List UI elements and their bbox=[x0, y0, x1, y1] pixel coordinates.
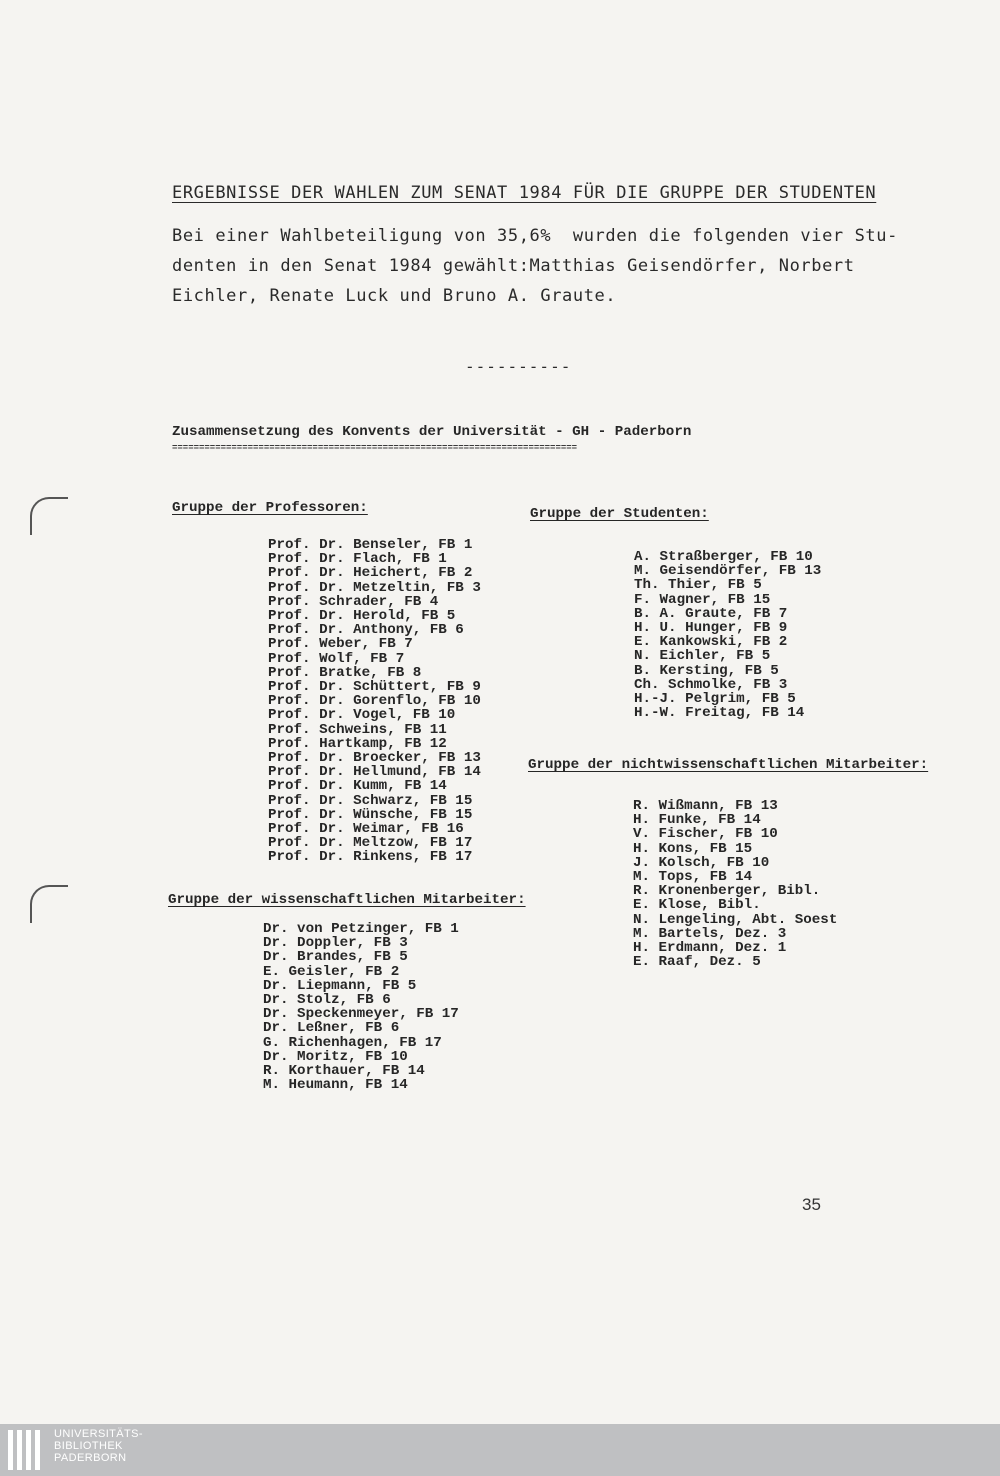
konvent-title-underline: =========================================================================== bbox=[172, 443, 578, 453]
list-item: B. Kersting, FB 5 bbox=[634, 662, 779, 679]
list-item: E. Raaf, Dez. 5 bbox=[633, 954, 761, 971]
list-item: H. Erdmann, Dez. 1 bbox=[633, 940, 787, 957]
list-item: Prof. Dr. Schüttert, FB 9 bbox=[268, 679, 481, 696]
list-item: Dr. Stolz, FB 6 bbox=[263, 992, 391, 1009]
page-number: 35 bbox=[802, 1195, 821, 1214]
list-item: H. U. Hunger, FB 9 bbox=[634, 620, 788, 637]
list-item: G. Richenhagen, FB 17 bbox=[263, 1034, 442, 1051]
list-item: M. Geisendörfer, FB 13 bbox=[634, 563, 822, 580]
wiss-mitarbeiter-heading: Gruppe der wissenschaftlichen Mitarbeiter: bbox=[168, 892, 526, 908]
professoren-heading: Gruppe der Professoren: bbox=[172, 500, 368, 516]
list-item: Dr. Moritz, FB 10 bbox=[263, 1048, 408, 1065]
list-item: Prof. Schweins, FB 11 bbox=[268, 721, 447, 738]
list-item: B. A. Graute, FB 7 bbox=[634, 605, 788, 622]
list-item: Dr. von Petzinger, FB 1 bbox=[263, 921, 459, 937]
list-item: H.-J. Pelgrim, FB 5 bbox=[634, 691, 796, 708]
list-item: Prof. Dr. Rinkens, FB 17 bbox=[268, 849, 473, 866]
logo-line: BIBLIOTHEK bbox=[54, 1440, 123, 1452]
list-item: J. Kolsch, FB 10 bbox=[633, 854, 770, 871]
list-item: E. Geisler, FB 2 bbox=[263, 963, 400, 980]
paragraph-line-1: Bei einer Wahlbeteiligung von 35,6% wurden die folgenden vier Stu- bbox=[172, 226, 898, 246]
list-item: Dr. Doppler, FB 3 bbox=[263, 935, 408, 952]
list-item: Th. Thier, FB 5 bbox=[634, 577, 762, 594]
list-item: H. Kons, FB 15 bbox=[633, 840, 753, 857]
list-item: Ch. Schmolke, FB 3 bbox=[634, 676, 788, 693]
list-item: Dr. Leßner, FB 6 bbox=[263, 1020, 400, 1037]
list-item: N. Lengeling, Abt. Soest bbox=[633, 911, 838, 928]
library-logo-icon bbox=[8, 1430, 48, 1470]
list-item: Prof. Dr. Anthony, FB 6 bbox=[268, 622, 464, 639]
list-item: V. Fischer, FB 10 bbox=[633, 826, 778, 843]
nichtwiss-mitarbeiter-heading: Gruppe der nichtwissenschaftlichen Mitarbeiter: bbox=[528, 757, 929, 773]
library-footer-bar bbox=[0, 1424, 1000, 1476]
logo-line: PADERBORN bbox=[54, 1452, 127, 1464]
list-item: M. Bartels, Dez. 3 bbox=[633, 925, 787, 942]
punch-hole-mark bbox=[30, 497, 68, 535]
paragraph-line-3: Eichler, Renate Luck und Bruno A. Graute. bbox=[172, 286, 617, 306]
list-item: M. Heumann, FB 14 bbox=[263, 1077, 408, 1094]
list-item: R. Wißmann, FB 13 bbox=[633, 798, 778, 814]
list-item: Dr. Speckenmeyer, FB 17 bbox=[263, 1006, 459, 1023]
list-item: R. Kronenberger, Bibl. bbox=[633, 883, 821, 900]
list-item: A. Straßberger, FB 10 bbox=[634, 549, 813, 565]
nichtwiss-mitarbeiter-list bbox=[633, 799, 837, 969]
list-item: E. Klose, Bibl. bbox=[633, 897, 761, 914]
konvent-title: Zusammensetzung des Konvents der Universität - GH - Paderborn bbox=[172, 424, 692, 440]
list-item: Prof. Dr. Gorenflo, FB 10 bbox=[268, 693, 481, 710]
list-item: Prof. Dr. Heichert, FB 2 bbox=[268, 565, 473, 582]
list-item: Prof. Dr. Flach, FB 1 bbox=[268, 551, 447, 568]
list-item: Prof. Hartkamp, FB 12 bbox=[268, 735, 447, 752]
list-item: Prof. Dr. Metzeltin, FB 3 bbox=[268, 579, 481, 596]
logo-line: UNIVERSITÄTS- bbox=[54, 1428, 143, 1440]
list-item: Prof. Dr. Schwarz, FB 15 bbox=[268, 792, 473, 809]
punch-hole-mark bbox=[30, 885, 68, 923]
list-item: H.-W. Freitag, FB 14 bbox=[634, 705, 805, 722]
list-item: R. Korthauer, FB 14 bbox=[263, 1063, 425, 1080]
list-item: Prof. Bratke, FB 8 bbox=[268, 664, 422, 681]
election-results-title: ERGEBNISSE DER WAHLEN ZUM SENAT 1984 FÜR DIE GRUPPE DER STUDENTEN bbox=[172, 183, 877, 203]
list-item: Prof. Dr. Hellmund, FB 14 bbox=[268, 764, 481, 781]
list-item: Prof. Dr. Broecker, FB 13 bbox=[268, 750, 481, 767]
list-item: Prof. Dr. Wünsche, FB 15 bbox=[268, 806, 473, 823]
list-item: M. Tops, FB 14 bbox=[633, 869, 753, 886]
list-item: Prof. Schrader, FB 4 bbox=[268, 593, 439, 610]
list-item: Dr. Brandes, FB 5 bbox=[263, 949, 408, 966]
list-item: Prof. Weber, FB 7 bbox=[268, 636, 413, 653]
studenten-list bbox=[634, 550, 821, 720]
library-logo-text bbox=[54, 1428, 143, 1464]
list-item: Prof. Dr. Meltzow, FB 17 bbox=[268, 835, 473, 852]
professoren-list bbox=[268, 538, 481, 865]
list-item: E. Kankowski, FB 2 bbox=[634, 634, 788, 651]
studenten-heading: Gruppe der Studenten: bbox=[530, 506, 709, 522]
list-item: Prof. Dr. Kumm, FB 14 bbox=[268, 778, 447, 795]
list-item: Prof. Dr. Herold, FB 5 bbox=[268, 608, 456, 625]
list-item: F. Wagner, FB 15 bbox=[634, 591, 771, 608]
list-item: Dr. Liepmann, FB 5 bbox=[263, 977, 417, 994]
list-item: Prof. Dr. Benseler, FB 1 bbox=[268, 537, 473, 553]
section-separator: ---------- bbox=[465, 357, 572, 376]
list-item: Prof. Dr. Weimar, FB 16 bbox=[268, 821, 464, 838]
list-item: N. Eichler, FB 5 bbox=[634, 648, 771, 665]
paragraph-line-2: denten in den Senat 1984 gewählt:Matthias Geisendörfer, Norbert bbox=[172, 256, 855, 276]
list-item: H. Funke, FB 14 bbox=[633, 812, 761, 829]
list-item: Prof. Dr. Vogel, FB 10 bbox=[268, 707, 456, 724]
list-item: Prof. Wolf, FB 7 bbox=[268, 650, 405, 667]
wiss-mitarbeiter-list bbox=[263, 922, 459, 1092]
